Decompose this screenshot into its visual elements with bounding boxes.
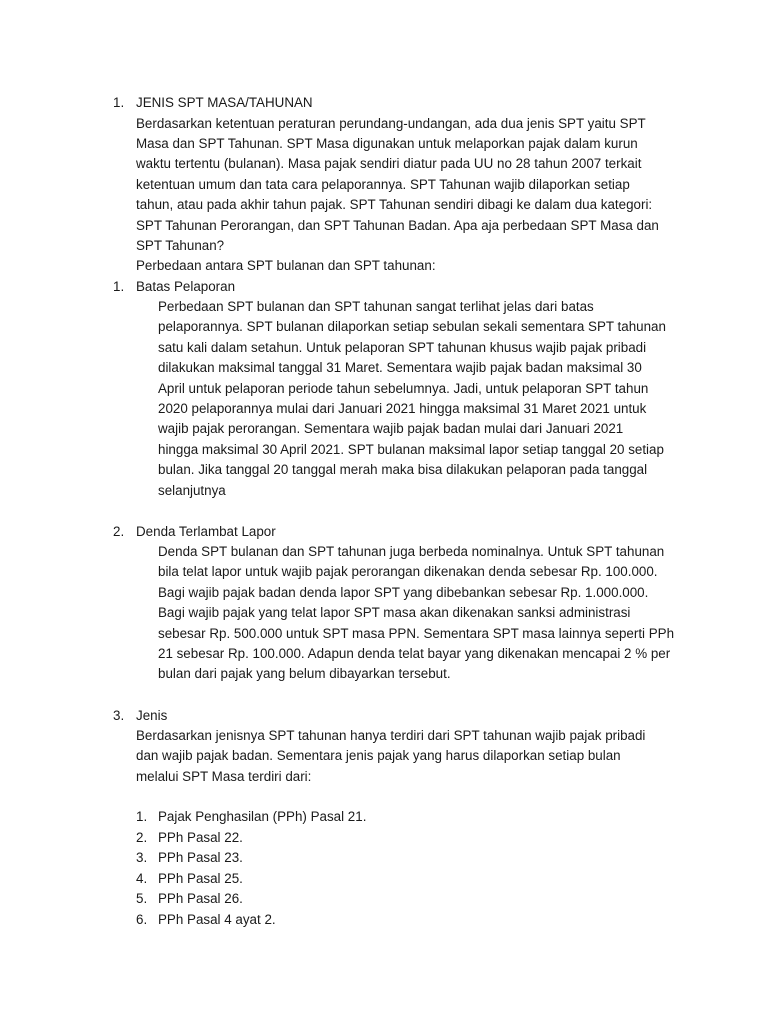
section-1-number: 1. <box>113 95 125 110</box>
list-item-number: 6. <box>136 911 148 927</box>
list-item-number: 2. <box>136 829 148 845</box>
paragraph-line: bila telat lapor untuk wajib pajak perorangan dikenakan denda sebesar Rp. 100.000. <box>158 564 658 580</box>
paragraph-line: dilakukan maksimal tanggal 31 Maret. Sementara wajib pajak badan maksimal 30 <box>158 360 642 376</box>
paragraph-line: tahun, atau pada akhir tahun pajak. SPT Tahunan sendiri dibagi ke dalam dua kategori: <box>136 197 653 213</box>
list-item-text: PPh Pasal 23. <box>158 850 243 865</box>
paragraph-line: sebesar Rp. 500.000 untuk SPT masa PPN. Sementara SPT masa lainnya seperti PPh <box>158 625 675 641</box>
paragraph-line: SPT Tahunan? <box>136 237 225 253</box>
paragraph-line: wajib pajak perorangan. Sementara wajib pajak badan mulai dari Januari 2021 <box>158 421 624 437</box>
paragraph-line: April untuk pelaporan periode tahun sebelumnya. Jadi, untuk pelaporan SPT tahun <box>158 380 649 396</box>
paragraph-line: 21 sebesar Rp. 100.000. Adapun denda telat bayar yang dikenakan mencapai 2 % per <box>158 646 671 662</box>
item-3-number: 3. <box>113 707 125 723</box>
item-3-paragraph <box>136 726 656 787</box>
list-item-text: PPh Pasal 22. <box>158 829 243 845</box>
list-item-text: PPh Pasal 25. <box>158 870 243 886</box>
paragraph-line: Berdasarkan jenisnya SPT tahunan hanya terdiri dari SPT tahunan wajib pajak pribadi <box>136 728 646 743</box>
list-item-number: 1. <box>136 809 148 824</box>
paragraph-line: Perbedaan antara SPT bulanan dan SPT tahunan: <box>136 258 436 274</box>
paragraph-line: Bagi wajib pajak badan denda lapor SPT yang dibebankan sebesar Rp. 1.000.000. <box>158 584 649 600</box>
paragraph-line: pelaporannya. SPT bulanan dilaporkan setiap sebulan sekali sementara SPT tahunan <box>158 319 666 335</box>
item-1-number: 1. <box>113 278 125 294</box>
paragraph-line: dan wajib pajak badan. Sementara jenis pajak yang harus dilaporkan setiap bulan <box>136 748 621 764</box>
paragraph-line: bulan. Jika tanggal 20 tanggal merah maka bisa dilakukan pelaporan pada tanggal <box>158 462 648 478</box>
item-2-number: 2. <box>113 523 125 539</box>
paragraph-line: Perbedaan SPT bulanan dan SPT tahunan sangat terlihat jelas dari batas <box>158 299 594 314</box>
list-item-number: 5. <box>136 891 148 906</box>
list-item-number: 3. <box>136 850 148 865</box>
list-item-text: PPh Pasal 4 ayat 2. <box>158 911 276 927</box>
item-2-paragraph <box>158 542 678 685</box>
section-1-paragraph <box>136 114 659 277</box>
paragraph-line: Denda SPT bulanan dan SPT tahunan juga berbeda nominalnya. Untuk SPT tahunan <box>158 544 665 559</box>
paragraph-line: hingga maksimal 30 April 2021. SPT bulanan maksimal lapor setiap tanggal 20 setiap <box>158 441 664 457</box>
list-item-number: 4. <box>136 870 148 886</box>
paragraph-line: satu kali dalam setahun. Untuk pelaporan SPT tahunan khusus wajib pajak pribadi <box>158 339 647 355</box>
paragraph-line: ketentuan umum dan tata cara pelaporannya. SPT Tahunan wajib dilaporkan setiap <box>136 176 630 192</box>
paragraph-line: waktu tertentu (bulanan). Masa pajak sendiri diatur pada UU no 28 tahun 2007 terkait <box>136 156 642 172</box>
paragraph-line: selanjutnya <box>158 482 226 498</box>
paragraph-line: bulan dari pajak yang belum dibayarkan tersebut. <box>158 666 451 682</box>
paragraph-line: 2020 pelaporannya mulai dari Januari 2021 hingga maksimal 31 Maret 2021 untuk <box>158 401 647 417</box>
item-1-title: Batas Pelaporan <box>136 278 236 294</box>
item-1-paragraph <box>158 297 678 501</box>
list-item-text: PPh Pasal 26. <box>158 891 243 906</box>
paragraph-line: melalui SPT Masa terdiri dari: <box>136 768 312 784</box>
list-item-text: Pajak Penghasilan (PPh) Pasal 21. <box>158 809 367 824</box>
section-1-title: JENIS SPT MASA/TAHUNAN <box>136 95 313 110</box>
paragraph-line: Berdasarkan ketentuan peraturan perundang-undangan, ada dua jenis SPT yaitu SPT <box>136 115 646 131</box>
item-2-title: Denda Terlambat Lapor <box>136 523 276 539</box>
paragraph-line: SPT Tahunan Perorangan, dan SPT Tahunan Badan. Apa aja perbedaan SPT Masa dan <box>136 217 659 233</box>
paragraph-line: Masa dan SPT Tahunan. SPT Masa digunakan untuk melaporkan pajak dalam kurun <box>136 135 638 151</box>
paragraph-line: Bagi wajib pajak yang telat lapor SPT masa akan dikenakan sanksi administrasi <box>158 605 631 621</box>
item-3-title: Jenis <box>136 707 168 723</box>
